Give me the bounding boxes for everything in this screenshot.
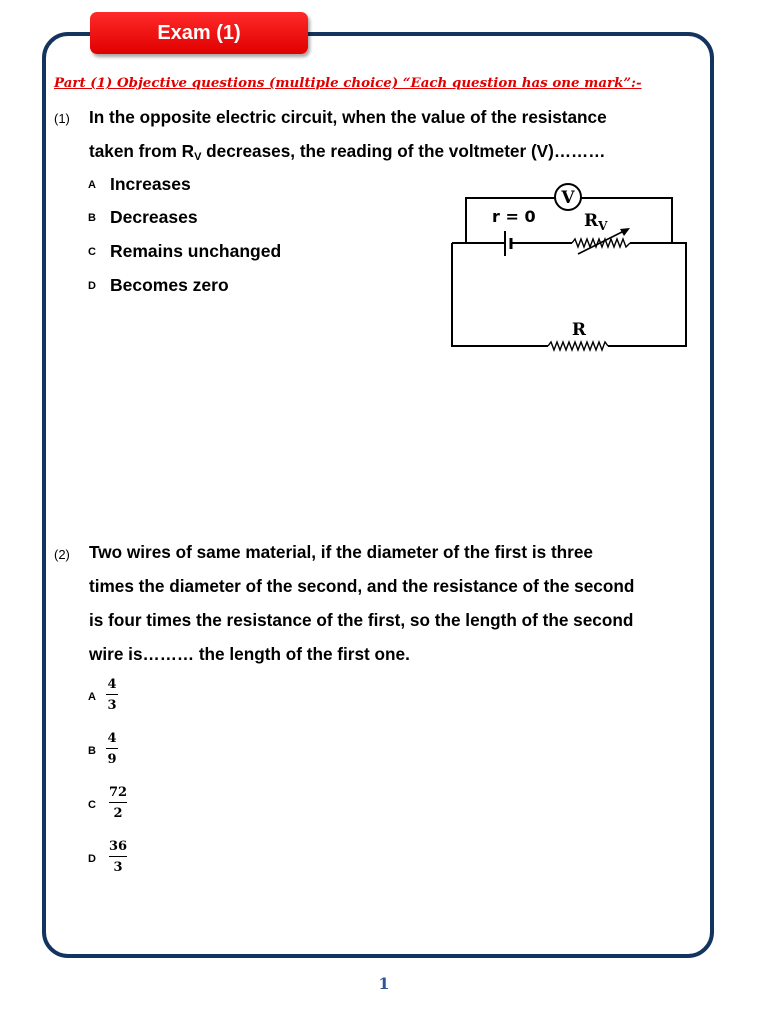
fraction-denominator: 3 [107, 698, 117, 713]
exam-title-tab: Exam (1) [90, 12, 308, 54]
fraction-denominator: 2 [113, 806, 123, 821]
q1-option-c-letter: C [88, 246, 96, 258]
question-1-line-2: taken from $R_V$ decreases, the reading of the voltmeter (V)……… [89, 141, 606, 163]
q1-option-d[interactable]: Becomes zero [110, 275, 229, 295]
part-heading: Part (1) Objective questions (multiple choice) “Each question has one mark”:- [54, 75, 642, 91]
fraction-denominator: 3 [113, 860, 123, 875]
q2-option-b[interactable] [106, 731, 118, 767]
fraction-bar [106, 694, 118, 695]
battery-label: r = 0 [492, 207, 536, 226]
question-1-line-1: In the opposite electric circuit, when the value of the resistance [89, 107, 607, 127]
q2-option-a[interactable] [106, 677, 118, 713]
circuit-wire-left [452, 243, 548, 346]
voltmeter-label: V [561, 188, 575, 208]
q2-option-d-letter: D [88, 853, 96, 865]
question-2-line-1: Two wires of same material, if the diameter of the first is three [89, 542, 593, 562]
q1-option-a[interactable]: Increases [110, 174, 191, 194]
q2-option-a-letter: A [88, 691, 96, 703]
q1-option-c[interactable]: Remains unchanged [110, 241, 282, 261]
rheostat-label: $R_V$ [584, 211, 608, 233]
q1-option-a-letter: A [88, 179, 96, 191]
circuit-diagram [448, 180, 693, 355]
fraction-numerator: 4 [107, 677, 117, 692]
page-number: 1 [378, 974, 390, 993]
q1-option-b[interactable]: Decreases [110, 207, 198, 227]
question-2-line-3: is four times the resistance of the first, so the length of the second [89, 610, 634, 630]
q2-option-c[interactable] [109, 785, 127, 821]
resistor-label: R [571, 320, 587, 340]
fraction-numerator: 72 [109, 785, 128, 800]
fraction-numerator: 36 [109, 839, 128, 854]
fraction-bar [109, 856, 127, 857]
fraction-bar [109, 802, 127, 803]
q1-option-d-letter: D [88, 280, 96, 292]
circuit-wire-right [608, 243, 686, 346]
q2-option-b-letter: B [88, 745, 96, 757]
q1-option-b-letter: B [88, 212, 96, 224]
q2-option-c-letter: C [88, 799, 96, 811]
question-2-line-4: wire is……… the length of the first one. [89, 644, 410, 664]
fraction-bar [106, 748, 118, 749]
question-2-line-2: times the diameter of the second, and the resistance of the second [89, 576, 635, 596]
fraction-denominator: 9 [107, 752, 117, 767]
question-2-number: (2) [54, 547, 70, 562]
resistor-zigzag [548, 342, 608, 350]
q2-option-d[interactable] [109, 839, 127, 875]
question-1-number: (1) [54, 111, 70, 126]
fraction-numerator: 4 [107, 731, 117, 746]
